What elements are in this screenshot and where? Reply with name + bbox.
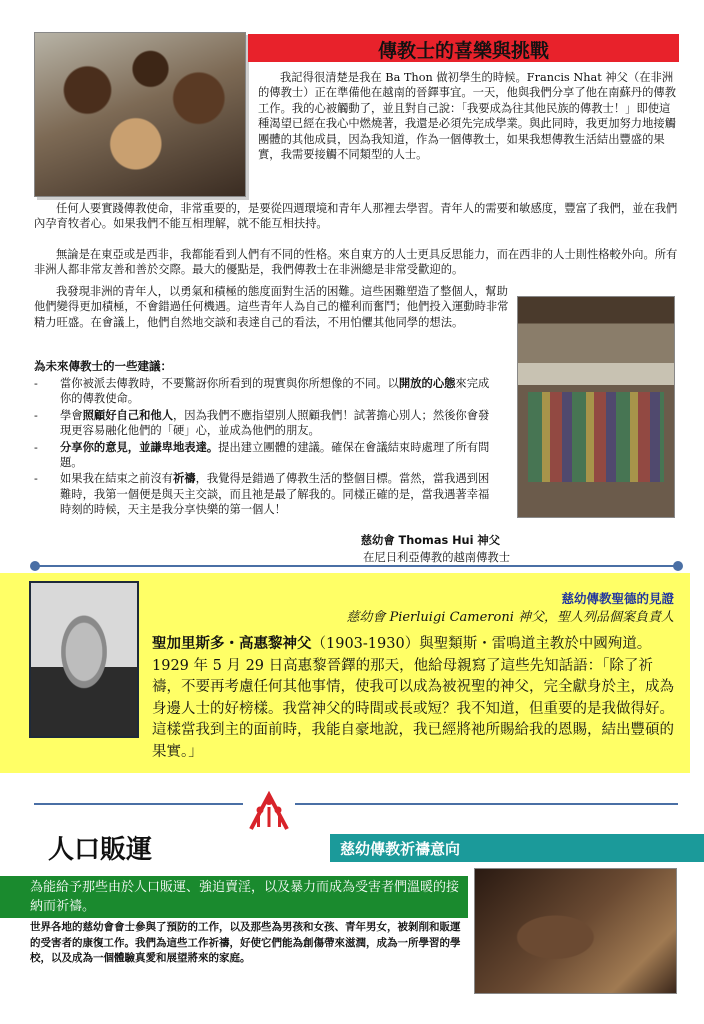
article-paragraph-4: 我發現非洲的青年人，以勇氣和積極的態度面對生活的困難。這些困難塑造了整個人，幫助他們變得更加積極，不會錯過任何機遇。這些青年人為自己的權利而奮鬥；他們投入運動時非常精力旺盛。在會議上，他們自然地交談和表達自己的看法，不用怕懼其他同學的想法。	[34, 285, 509, 329]
article-paragraph-2: 任何人要實踐傳教使命，非常重要的，是要從四週環境和青年人那裡去學習。青年人的需要和敏感度，豐富了我們，並在我們內孕育牧者心。如果我們不能互相理解，就不能互相扶持。	[34, 202, 678, 231]
bound-hands-photo	[474, 868, 677, 994]
suggestions-heading: 為未來傳教士的一些建議：	[34, 359, 172, 373]
prayer-intention: 為能給予那些由於人口販運、強迫賣淫，以及暴力而成為受害者們溫暖的接納而祈禱。	[30, 880, 460, 914]
divider-dot	[30, 561, 40, 571]
section-divider	[34, 803, 678, 805]
section-divider	[34, 565, 678, 567]
witness-author: 慈幼會 Pierluigi Cameroni 神父，聖人列品個案負責人	[346, 610, 674, 625]
witness-label: 慈幼傳教聖德的見證	[561, 591, 674, 606]
signature-name: 慈幼會 Thomas Hui 神父	[360, 534, 500, 547]
signature-role: 在尼日利亞傳教的越南傳教士	[363, 551, 510, 564]
witness-body: 聖加里斯多・高惠黎神父（1903-1930）與聖類斯・雷鳴道主教於中國殉道。1929 年 5 月 29 日高惠黎晉鐸的那天，他給母親寫了這些先知話語：「除了祈禱，不要再考慮任何其他事情，使我可以成為被祝聖的神父，完全獻身於主，成為身邊人士的好榜樣。我當神父的時間或長或短？我不知道，但重要的是我做得好。這樣當我到主的面前時，我能自豪地說，我已經將祂所賜給我的恩賜，結出豐碩的果實。」	[152, 636, 674, 760]
youth-meeting-photo	[517, 296, 675, 518]
prayer-banner: 慈幼傳教祈禱意向	[340, 840, 461, 858]
youth-selfie-photo	[34, 32, 246, 197]
article-intro-paragraph: 我記得很清楚是我在 Ba Thon 做初學生的時候。Francis Nhat 神父（在非洲的傳教士）正在準備他在越南的晉鐸事宜。一天，他與我們分享了他在南蘇丹的傳教工作。我的心被觸動了，並且對自己說：「我要成為往其他民族的傳教士！」即使這種渴望已經在我心中燃燒著，我還是必須先完成學業。與此同時，我更加努力地接觸團體的其他成員，因為我知道，作為一個傳教士，如果我想傳教生活結出豐盛的果實，我需要接觸不同類型的人士。	[258, 71, 676, 162]
list-item: - 分享你的意見，並謙卑地表達。提出建立團體的建議。確保在會議結束時處理了所有問題。	[34, 440, 500, 471]
trafficking-title: 人口販運	[48, 835, 153, 865]
article-title: 傳教士的喜樂與挑戰	[377, 40, 549, 62]
article-paragraph-3: 無論是在東亞或是西非，我都能看到人們有不同的性格。來自東方的人士更具反思能力，而在西非的人士則性格較外向。所有非洲人都非常友善和善於交際。最大的優點是，我們傳教士在非洲總是非常受歡迎的。	[34, 248, 678, 277]
prayer-body: 世界各地的慈幼會會士參與了預防的工作，以及那些為男孩和女孩、青年男女，被剝削和販運的受害者的康復工作。我們為這些工作祈禱，好使它們能為創傷帶來滋潤，成為一所學習的學校，以及成為一個體驗真愛和展望將來的家庭。	[30, 921, 461, 964]
list-item: - 如果我在結束之前沒有祈禱，我覺得是錯過了傳教生活的整個目標。當然，當我遇到困難時，我第一個便是與天主交談，而且祂是最了解我的。同樣正確的是，當我遇著幸福時刻的時候，天主是我分享快樂的第一個人！	[34, 471, 500, 517]
priest-portrait-photo	[29, 581, 139, 738]
divider-dot	[673, 561, 683, 571]
suggestions-list	[34, 376, 500, 519]
list-item: - 學會照顧好自己和他人，因為我們不應指望別人照顧我們！試著擔心別人；然後你會發現更容易融化他們的「硬」心，並成為他們的朋友。	[34, 408, 500, 439]
list-item: - 當你被派去傳教時，不要驚訝你所看到的現實與你所想像的不同。以開放的心態來完成你的傳教使命。	[34, 376, 500, 407]
salesian-missions-logo	[243, 783, 295, 835]
